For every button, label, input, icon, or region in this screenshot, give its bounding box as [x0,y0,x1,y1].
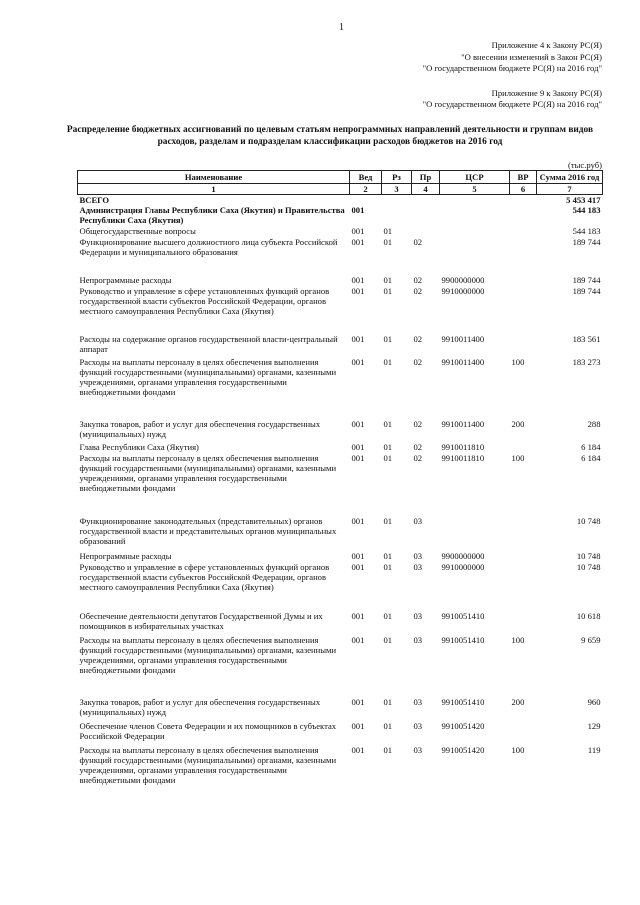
table-row [78,745,603,795]
cell-sum: 10 618 [576,611,601,621]
cell-rz: 01 [383,551,393,561]
col-number: 7 [537,184,603,195]
cell-name: Руководство и управление в сфере установленных функций органов государственной власти субъектов Российской Федерации, органов местного самоуправления Республики Саха (Якутия) [79,562,330,592]
cell-ved: 001 [351,697,365,707]
cell-pr [412,205,440,226]
cell-ved [350,195,382,206]
cell-vr [510,562,537,611]
cell-name: Обеспечение деятельности депутатов Государственной Думы и их помощников в избирательных участках [79,611,323,631]
cell-vr [510,237,537,275]
cell-sum: 189 744 [572,286,601,296]
cell-rz: 01 [383,611,393,621]
cell-rz: 01 [383,721,393,731]
cell-pr: 03 [413,635,423,645]
cell-vr: 100 [511,453,525,463]
cell-rz [382,205,412,226]
header-line: Приложение 4 к Закону РС(Я) [491,40,602,50]
cell-name: Глава Республики Саха (Якутия) [79,442,199,452]
cell-rz: 01 [383,442,393,452]
cell-rz: 01 [383,286,393,296]
cell-ved: 001 [351,286,365,296]
cell-rz: 01 [383,516,393,526]
cell-sum: 10 748 [576,551,601,561]
col-number: 6 [510,184,537,195]
cell-pr [412,226,440,237]
cell-csr: 9910011810 [441,442,485,452]
col-header-name: Наименование [78,171,350,184]
cell-rz: 01 [383,226,393,236]
table-row [78,697,603,721]
cell-rz: 01 [383,334,393,344]
cell-vr [510,611,537,635]
cell-sum: 189 744 [572,275,601,285]
cell-name: ВСЕГО [79,195,110,205]
cell-csr: 9910051410 [441,635,485,645]
cell-csr: 9910051420 [441,745,485,755]
cell-sum: 9 659 [581,635,601,645]
cell-name: Расходы на содержание органов государственной власти-центральный аппарат [79,334,338,354]
cell-sum: 183 561 [572,334,601,344]
cell-ved: 001 [351,226,365,236]
cell-vr: 200 [511,697,525,707]
cell-vr [510,334,537,357]
appendix-4-caption [423,40,602,75]
cell-vr: 100 [511,635,525,645]
cell-pr: 02 [413,334,423,344]
cell-ved: 001 [351,635,365,645]
cell-sum: 544 183 [572,205,601,215]
cell-sum: 6 184 [581,442,601,452]
cell-name: Функционирование высшего должностного лица субъекта Российской Федерации и муниципального образования [79,237,338,257]
cell-vr [510,442,537,453]
cell-pr [412,195,440,206]
header-line: "О государственном бюджете РС(Я) на 2016 год" [422,99,602,109]
table-row [78,611,603,635]
cell-pr: 02 [413,286,423,296]
col-header-csr: ЦСР [440,171,510,184]
cell-csr: 9900000000 [441,551,485,561]
cell-csr: 9910051410 [441,611,485,621]
cell-rz: 01 [383,275,393,285]
cell-vr [510,205,537,226]
cell-ved: 001 [351,562,365,572]
table-row [78,551,603,562]
table-row [78,286,603,334]
cell-ved: 001 [351,275,365,285]
cell-vr [510,226,537,237]
cell-name: Непрограммные расходы [79,551,172,561]
cell-name: Расходы на выплаты персоналу в целях обеспечения выполнения функций государственными (муниципальными) органами, казенными учреждениями, органами управления государственными внебюджетными фондами [79,357,337,397]
appendix-9-caption [423,88,602,111]
cell-name: Закупка товаров, работ и услуг для обеспечения государственных (муниципальных) нужд [79,419,321,439]
page-number: 1 [339,22,344,33]
cell-ved: 001 [351,745,365,755]
cell-vr [510,195,537,206]
col-header-vr: ВР [510,171,537,184]
table-row [78,237,603,275]
col-number: 3 [382,184,412,195]
cell-ved: 001 [351,721,365,731]
header-line: Приложение 9 к Закону РС(Я) [491,87,602,98]
document-title: Распределение бюджетных ассигнований по целевым статьям непрограммных направлений деятельности и группам видов расходов, разделам и подразделам классификации расходов бюджетов на 2016 год [66,125,594,147]
budget-table [77,170,603,795]
appendix-header [423,40,602,111]
table-body [78,195,603,796]
cell-csr: 9910000000 [441,562,485,572]
cell-name: Расходы на выплаты персоналу в целях обеспечения выполнения функций государственными (муниципальными) органами, казенными учреждениями, органами управления государственными внебюджетными фондами [79,635,337,675]
cell-sum: 189 744 [572,237,601,247]
cell-rz: 01 [383,745,393,755]
table-row [78,205,603,226]
cell-pr: 03 [413,562,423,572]
cell-name: Расходы на выплаты персоналу в целях обеспечения выполнения функций государственными (муниципальными) органами, казенными учреждениями, органами управления государственными внебюджетными фондами [79,745,337,785]
cell-rz: 01 [383,357,393,367]
col-number: 1 [78,184,350,195]
table-row [78,195,603,206]
cell-rz: 01 [383,697,393,707]
header-line: "О внесении изменений в Закон РС(Я) [461,51,602,62]
cell-sum: 960 [587,697,601,707]
cell-ved: 001 [351,205,365,215]
cell-csr: 9910051410 [441,697,485,707]
cell-pr: 02 [413,275,423,285]
cell-ved: 001 [351,453,365,463]
table-row [78,516,603,551]
cell-name: Расходы на выплаты персоналу в целях обеспечения выполнения функций государственными (муниципальными) органами, казенными учреждениями, органами управления государственными внебюджетными фондами [79,453,337,493]
cell-pr: 02 [413,419,423,429]
cell-pr: 03 [413,745,423,755]
table-row [78,562,603,611]
header-line: "О государственном бюджете РС(Я) на 2016 год" [422,63,602,73]
cell-name: Функционирование законодательных (представительных) органов государственной власти и представительных органов муниципальных образований [79,516,337,546]
table-row [78,453,603,516]
cell-ved: 001 [351,419,365,429]
cell-csr: 9910011400 [441,334,485,344]
col-header-pr: Пр [412,171,440,184]
col-header-rz: Рз [382,171,412,184]
cell-csr [440,195,510,206]
cell-name: Обеспечение членов Совета Федерации и их помощников в субъектах Российской Федерации [79,721,337,741]
cell-rz: 01 [383,237,393,247]
cell-pr: 02 [413,357,423,367]
cell-ved: 001 [351,442,365,452]
col-number: 2 [350,184,382,195]
cell-vr [510,516,537,551]
cell-csr: 9910000000 [441,286,485,296]
cell-sum: 119 [587,745,601,755]
cell-sum: 183 273 [572,357,601,367]
cell-vr [510,286,537,334]
cell-ved: 001 [351,551,365,561]
col-number: 4 [412,184,440,195]
cell-pr: 03 [413,551,423,561]
cell-sum: 10 748 [576,562,601,572]
cell-pr: 03 [413,516,423,526]
cell-sum: 544 183 [572,226,601,236]
cell-csr [440,205,510,226]
cell-rz: 01 [383,562,393,572]
table-row [78,275,603,286]
cell-pr: 02 [413,237,423,247]
table-row [78,419,603,442]
cell-ved: 001 [351,334,365,344]
cell-name: Общегосударственные вопросы [79,226,196,236]
cell-vr [510,551,537,562]
cell-sum: 129 [587,721,601,731]
col-header-sum: Сумма 2016 год [537,171,603,184]
cell-vr [510,275,537,286]
table-row [78,357,603,419]
cell-rz: 01 [383,453,393,463]
cell-pr: 02 [413,453,423,463]
table-row [78,635,603,697]
cell-sum: 6 184 [581,453,601,463]
cell-csr: 9910051420 [441,721,485,731]
cell-sum: 5 453 417 [566,195,601,205]
cell-name: Администрация Главы Республики Саха (Якутия) и Правительства Республики Саха (Якутия) [79,205,345,225]
cell-pr: 03 [413,697,423,707]
cell-rz [382,195,412,206]
cell-vr: 100 [511,745,525,755]
cell-rz: 01 [383,635,393,645]
cell-csr [440,226,510,237]
cell-name: Закупка товаров, работ и услуг для обеспечения государственных (муниципальных) нужд [79,697,321,717]
cell-csr: 9910011400 [441,357,485,367]
cell-csr [440,237,510,275]
cell-ved: 001 [351,611,365,621]
cell-sum: 10 748 [576,516,601,526]
cell-name: Непрограммные расходы [79,275,172,285]
cell-name: Руководство и управление в сфере установленных функций органов государственной власти субъектов Российской Федерации, органов местного самоуправления Республики Саха (Якутия) [79,286,330,316]
table-row [78,226,603,237]
cell-csr: 9910011810 [441,453,485,463]
cell-vr [510,721,537,745]
col-number: 5 [440,184,510,195]
cell-vr: 200 [511,419,525,429]
table-row [78,442,603,453]
cell-rz: 01 [383,419,393,429]
cell-vr: 100 [511,357,525,367]
cell-ved: 001 [351,516,365,526]
cell-pr: 03 [413,721,423,731]
table-header-row [78,171,603,184]
cell-ved: 001 [351,357,365,367]
column-number-row [78,184,603,195]
cell-csr: 9910011400 [441,419,485,429]
cell-csr [440,516,510,551]
table-row [78,721,603,745]
col-header-ved: Вед [350,171,382,184]
unit-label: (тыс.руб) [568,160,602,170]
cell-ved: 001 [351,237,365,247]
table-row [78,334,603,357]
cell-pr: 03 [413,611,423,621]
cell-sum: 288 [587,419,601,429]
cell-pr: 02 [413,442,423,452]
cell-csr: 9900000000 [441,275,485,285]
